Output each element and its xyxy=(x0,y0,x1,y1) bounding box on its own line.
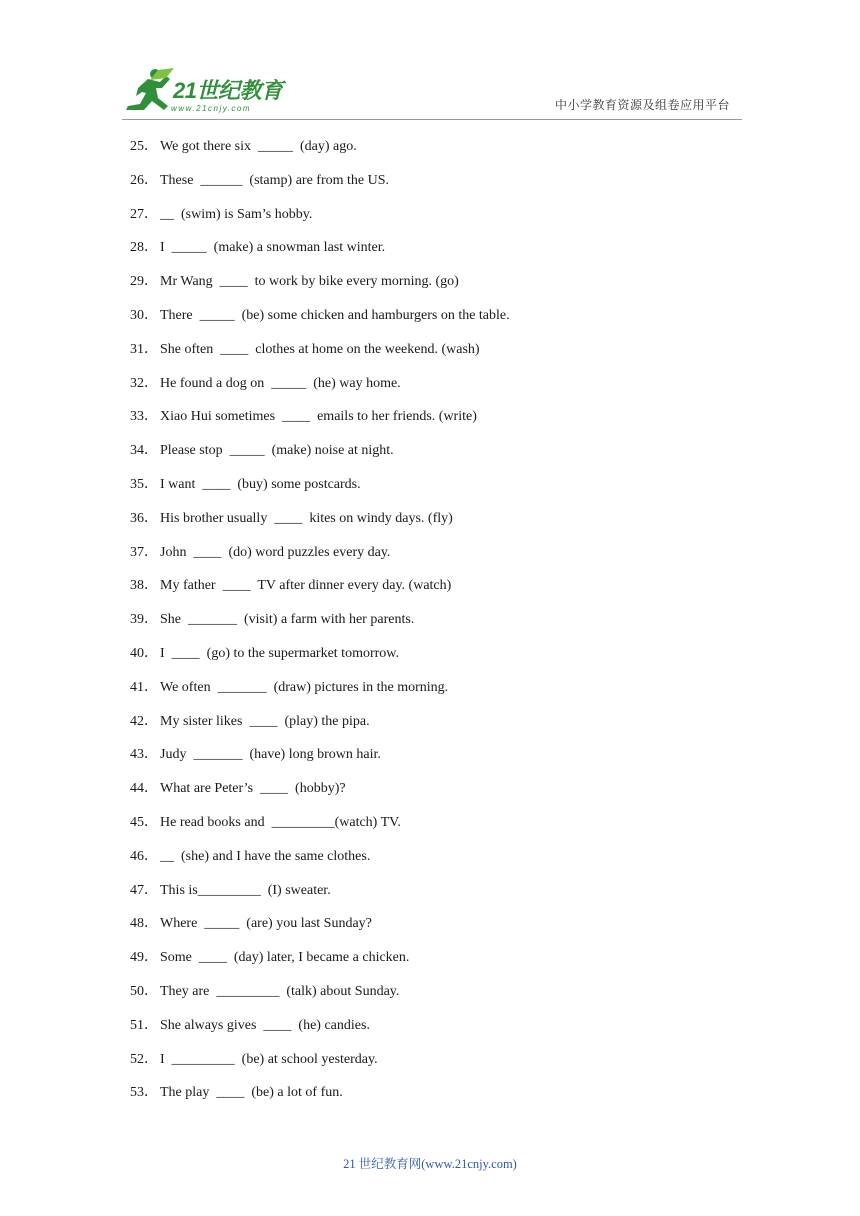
question-item xyxy=(130,339,510,373)
header-divider xyxy=(122,119,742,120)
question-text: I want ____ (buy) some postcards. xyxy=(160,476,361,492)
question-text: We got there six _____ (day) ago. xyxy=(160,139,357,154)
question-item xyxy=(130,913,510,947)
question-number: 31． xyxy=(130,341,158,357)
question-text: These ______ (stamp) are from the US. xyxy=(160,172,389,188)
question-text: My father ____ TV after dinner every day. (watch) xyxy=(160,578,452,594)
question-list xyxy=(130,136,510,1116)
question-text: Where _____ (are) you last Sunday? xyxy=(160,916,372,932)
question-item xyxy=(130,508,510,542)
question-item xyxy=(130,1049,510,1083)
question-text: The play ____ (be) a lot of fun. xyxy=(160,1085,343,1101)
question-number: 43． xyxy=(130,747,158,763)
question-text: I _________ (be) at school yesterday. xyxy=(160,1051,378,1067)
question-text: They are _________ (talk) about Sunday. xyxy=(160,983,400,999)
question-text: He read books and _________(watch) TV. xyxy=(160,814,401,830)
question-text: This is_________ (I) sweater. xyxy=(160,882,331,898)
question-item xyxy=(130,542,510,576)
question-item xyxy=(130,643,510,677)
question-number: 42． xyxy=(130,713,158,729)
question-text: I ____ (go) to the supermarket tomorrow. xyxy=(160,645,399,661)
question-number: 35． xyxy=(130,476,158,492)
brand-url: www.21cnjy.com xyxy=(171,104,251,113)
question-text: He found a dog on _____ (he) way home. xyxy=(160,375,401,391)
question-item xyxy=(130,677,510,711)
question-text: We often _______ (draw) pictures in the morning. xyxy=(160,679,449,695)
question-item xyxy=(130,136,510,170)
question-text: __ (swim) is Sam’s hobby. xyxy=(160,206,313,222)
question-number: 41． xyxy=(130,679,158,695)
question-number: 30． xyxy=(130,307,158,323)
question-number: 38． xyxy=(130,578,158,594)
question-number: 53． xyxy=(130,1085,158,1101)
question-item xyxy=(130,744,510,778)
question-item xyxy=(130,406,510,440)
question-item xyxy=(130,271,510,305)
question-item xyxy=(130,237,510,271)
question-number: 44． xyxy=(130,781,158,797)
question-number: 25． xyxy=(130,139,158,154)
question-number: 49． xyxy=(130,950,158,966)
question-number: 48． xyxy=(130,916,158,932)
question-number: 45． xyxy=(130,814,158,830)
question-text: My sister likes ____ (play) the pipa. xyxy=(160,713,370,729)
page-header xyxy=(0,0,860,120)
question-number: 29． xyxy=(130,274,158,290)
question-text: __ (she) and I have the same clothes. xyxy=(160,848,371,864)
question-text: His brother usually ____ kites on windy days. (fly) xyxy=(160,510,453,526)
platform-text: 中小学教育资源及组卷应用平台 xyxy=(554,98,730,112)
question-item xyxy=(130,981,510,1015)
question-number: 26． xyxy=(130,172,158,188)
question-item xyxy=(130,575,510,609)
question-number: 40． xyxy=(130,645,158,661)
question-text: Judy _______ (have) long brown hair. xyxy=(160,747,381,763)
question-item xyxy=(130,812,510,846)
question-item xyxy=(130,1015,510,1049)
question-item xyxy=(130,170,510,204)
question-number: 51． xyxy=(130,1017,158,1033)
question-item xyxy=(130,474,510,508)
question-number: 36． xyxy=(130,510,158,526)
question-text: She often ____ clothes at home on the weekend. (wash) xyxy=(160,341,480,357)
question-text: What are Peter’s ____ (hobby)? xyxy=(160,781,346,797)
question-number: 33． xyxy=(130,409,158,425)
question-item xyxy=(130,846,510,880)
question-number: 37． xyxy=(130,544,158,560)
page-footer: 21 世纪教育网(www.21cnjy.com) xyxy=(343,1157,517,1171)
question-number: 39． xyxy=(130,612,158,628)
question-item xyxy=(130,947,510,981)
question-item xyxy=(130,204,510,238)
question-item xyxy=(130,880,510,914)
question-item xyxy=(130,778,510,812)
question-text: She always gives ____ (he) candies. xyxy=(160,1017,370,1033)
question-text: Please stop _____ (make) noise at night. xyxy=(160,443,394,459)
question-number: 50． xyxy=(130,983,158,999)
question-text: Xiao Hui sometimes ____ emails to her friends. (write) xyxy=(160,409,477,425)
question-number: 32． xyxy=(130,375,158,391)
question-number: 46． xyxy=(130,848,158,864)
question-number: 47． xyxy=(130,882,158,898)
question-item xyxy=(130,711,510,745)
question-text: She _______ (visit) a farm with her parents. xyxy=(160,612,415,628)
question-text: There _____ (be) some chicken and hamburgers on the table. xyxy=(160,307,510,323)
question-item xyxy=(130,440,510,474)
question-text: John ____ (do) word puzzles every day. xyxy=(160,544,391,560)
brand-name: 21世纪教育 xyxy=(173,78,283,103)
question-number: 52． xyxy=(130,1051,158,1067)
question-text: Mr Wang ____ to work by bike every morning. (go) xyxy=(160,274,459,290)
question-item xyxy=(130,609,510,643)
question-text: I _____ (make) a snowman last winter. xyxy=(160,240,386,256)
question-number: 28． xyxy=(130,240,158,256)
question-item xyxy=(130,373,510,407)
question-number: 34． xyxy=(130,443,158,459)
question-text: Some ____ (day) later, I became a chicken. xyxy=(160,950,410,966)
question-number: 27． xyxy=(130,206,158,222)
question-item xyxy=(130,305,510,339)
question-item xyxy=(130,1082,510,1116)
